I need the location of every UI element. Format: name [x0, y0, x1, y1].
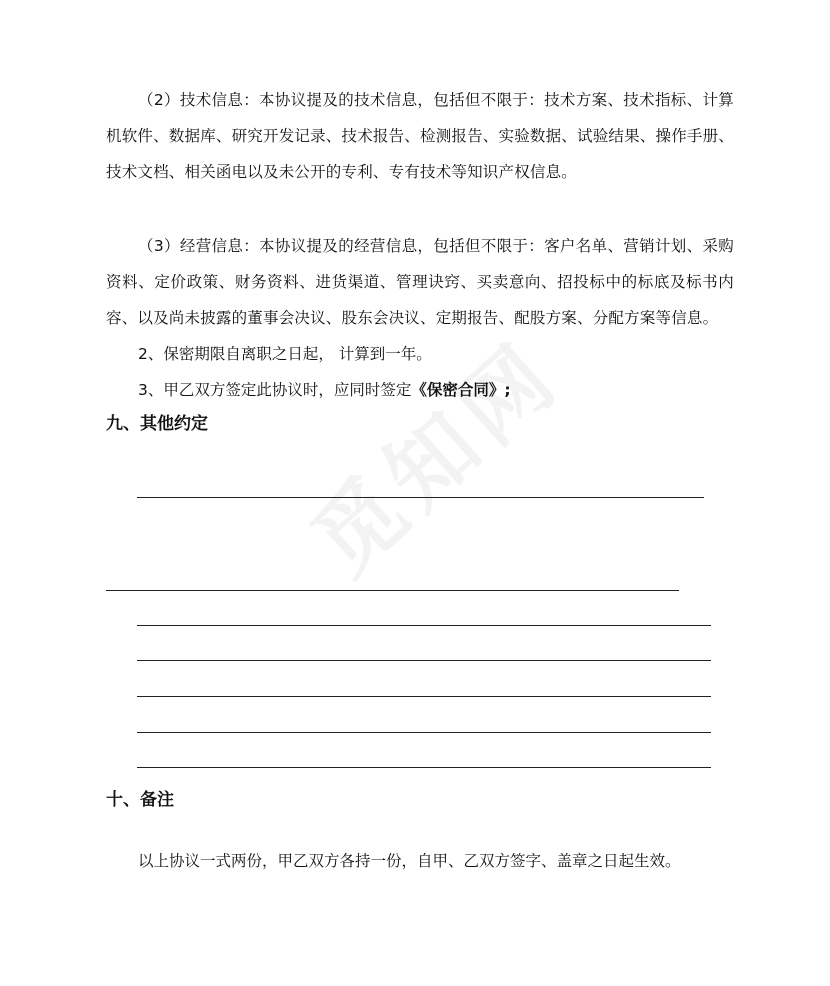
tech-info-paragraph: （2）技术信息：本协议提及的技术信息，包括但不限于：技术方案、技术指标、计算机软件、数据库、研究开发记录、技术报告、检测报告、实验数据、试验结果、操作手册、技术文档、相关函电以及未公开的专利、专有技术等知识产权信息。 [106, 91, 735, 181]
blank-line-7 [137, 767, 711, 768]
confidentiality-period-text: 2、保密期限自离职之日起， 计算到一年。 [138, 345, 432, 363]
blank-line-6 [137, 732, 711, 733]
sign-agreement-text [138, 378, 511, 402]
blank-line-3 [137, 625, 711, 626]
business-info-paragraph: （3）经营信息：本协议提及的经营信息，包括但不限于：客户名单、营销计划、采购资料、定价政策、财务资料、进货渠道、管理诀窍、买卖意向、招投标中的标底及标书内容、以及尚未披露的董事会决议、股东会决议、定期报告、配股方案、分配方案等信息。 [106, 237, 734, 327]
blank-line-2 [106, 590, 679, 591]
blank-line-1 [137, 497, 704, 498]
confidentiality-contract-title: 《保密合同》; [411, 381, 511, 399]
section-10-heading: 十、备注 [106, 790, 174, 810]
sign-agreement-prefix: 3、甲乙双方签定此协议时，应同时签定 [138, 381, 412, 399]
blank-line-4 [137, 660, 711, 661]
section-9-heading: 九、其他约定 [106, 414, 208, 434]
blank-line-5 [137, 696, 711, 697]
remark-text: 以上协议一式两份，甲乙双方各持一份，自甲、乙双方签字、盖章之日起生效。 [138, 852, 681, 870]
